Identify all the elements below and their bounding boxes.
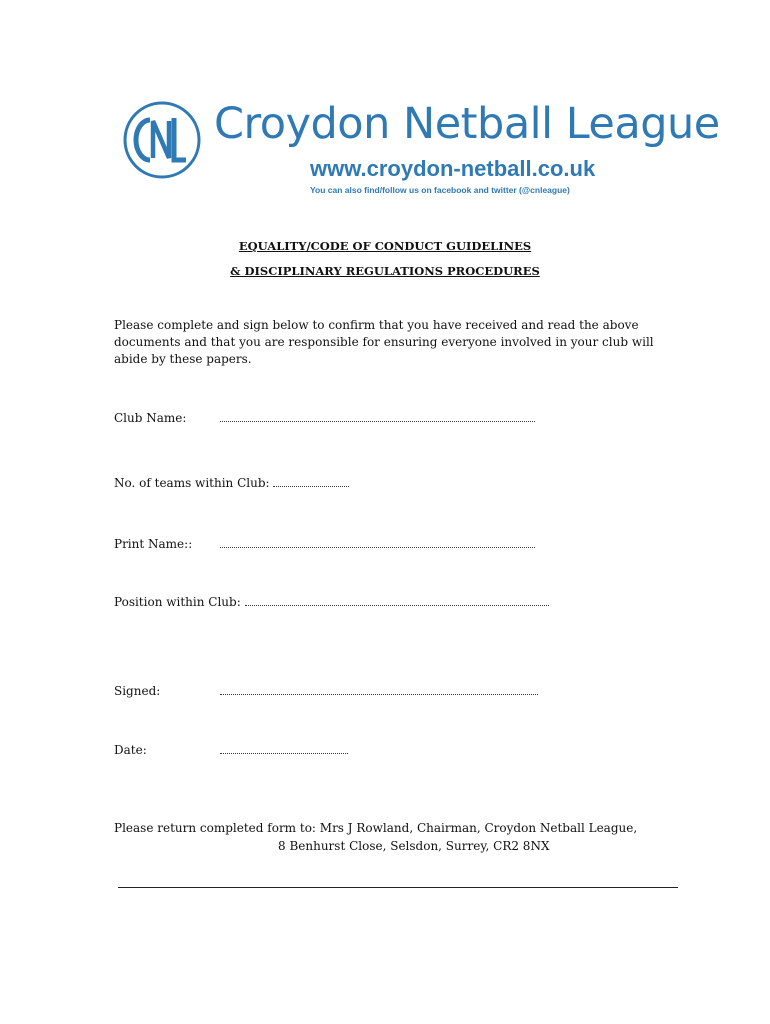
club-name-row — [114, 410, 535, 427]
date-label: Date: — [114, 743, 147, 757]
print-name-field[interactable] — [220, 536, 535, 548]
print-name-row — [114, 536, 535, 553]
position-field[interactable] — [245, 594, 549, 606]
position-row — [114, 594, 549, 611]
num-teams-row — [114, 475, 349, 492]
club-name-label: Club Name: — [114, 411, 187, 425]
league-website[interactable]: www.croydon-netball.co.uk — [310, 156, 596, 181]
date-row — [114, 742, 348, 759]
print-name-label: Print Name:: — [114, 537, 193, 551]
return-address: 8 Benhurst Close, Selsdon, Surrey, CR2 8NX — [278, 839, 550, 853]
signature-field[interactable] — [220, 683, 538, 695]
social-media-note: You can also find/follow us on facebook and twitter (@cnleague) — [310, 185, 570, 195]
letterhead — [118, 96, 720, 200]
position-label: Position within Club: — [114, 595, 241, 609]
return-instructions: Please return completed form to: Mrs J Rowland, Chairman, Croydon Netball League, — [114, 821, 638, 835]
club-name-field[interactable] — [220, 410, 535, 422]
intro-paragraph: Please complete and sign below to confirm that you have received and read the above documents and that you are responsible for ensuring everyone involved in your club will abide by these papers. — [114, 318, 654, 366]
league-title: Croydon Netball League — [214, 99, 720, 149]
cnl-logo-icon — [122, 100, 202, 180]
signed-row — [114, 683, 538, 700]
num-teams-field[interactable] — [273, 475, 349, 487]
document-title-line-1: EQUALITY/CODE OF CONDUCT GUIDELINES — [238, 239, 532, 253]
divider-line — [118, 887, 678, 888]
signed-label: Signed: — [114, 684, 161, 698]
document-title-line-2: & DISCIPLINARY REGULATIONS PROCEDURES — [230, 264, 540, 278]
date-field[interactable] — [220, 742, 348, 754]
num-teams-label: No. of teams within Club: — [114, 476, 270, 490]
